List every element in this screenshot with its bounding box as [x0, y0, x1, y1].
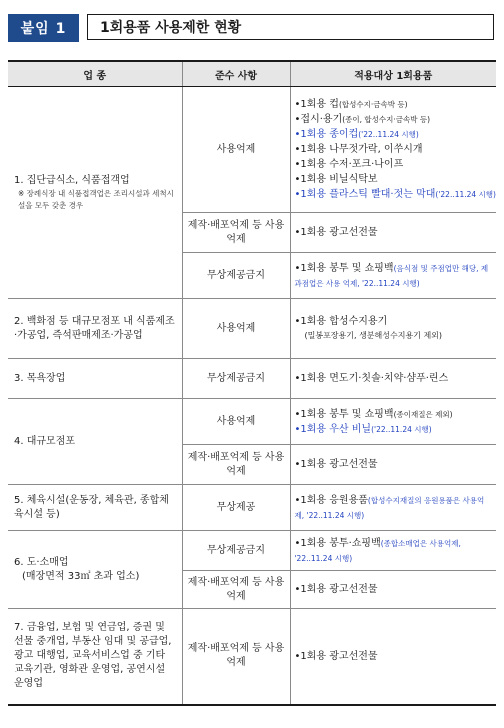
items-cell [290, 531, 496, 571]
industry-note: (매장면적 33㎡ 초과 업소) [22, 570, 140, 582]
items-cell [290, 213, 496, 253]
column-header-compliance: 준수 사항 [182, 61, 290, 87]
industry-cell [8, 531, 182, 609]
document-title: 1회용품 사용제한 현황 [87, 14, 494, 40]
list-item: •접시·용기(종이, 합성수지·금속박 등) [294, 114, 431, 125]
compliance-cell: 제작·배포억제 등 사용억제 [182, 609, 290, 705]
table-row [8, 299, 496, 359]
industry-cell: 5. 체육시설(운동장, 체육관, 종합체육시설 등) [8, 485, 182, 531]
appendix-tag: 붙임 1 [8, 14, 79, 42]
table-row [8, 87, 496, 213]
compliance-cell: 사용억제 [182, 399, 290, 445]
list-item: •1회용 봉투·쇼핑백(종합소매업은 사용억제, '22..11.24 시행) [294, 537, 461, 563]
items-cell [290, 253, 496, 299]
list-item: •1회용 광고선전물 [294, 650, 378, 662]
list-item-note: (밀봉포장용기, 생분해성수지용기 제외) [304, 331, 443, 340]
industry-cell [8, 87, 182, 299]
list-item: •1회용 응원용품(합성수지재질의 응원용품은 사용억제, '22..11.24 시행) [294, 494, 485, 520]
list-item: •1회용 합성수지용기 [294, 316, 388, 327]
list-item: •1회용 컵(합성수지·금속박 등) [294, 99, 408, 110]
compliance-cell: 사용억제 [182, 87, 290, 213]
table-row [8, 531, 496, 571]
list-item: •1회용 우산 비닐('22..11.24 시행) [294, 423, 432, 435]
compliance-cell: 제작·배포억제 등 사용억제 [182, 445, 290, 485]
compliance-cell: 무상제공금지 [182, 359, 290, 399]
list-item: •1회용 광고선전물 [294, 584, 378, 595]
table-row [8, 609, 496, 705]
items-cell [290, 299, 496, 359]
items-cell [290, 571, 496, 609]
column-header-industry: 업 종 [8, 61, 182, 87]
compliance-cell: 무상제공금지 [182, 253, 290, 299]
compliance-cell: 무상제공금지 [182, 531, 290, 571]
industry-cell: 3. 목욕장업 [8, 359, 182, 399]
industry-name: 1. 집단급식소, 식품접객업 [14, 174, 130, 186]
table-row [8, 399, 496, 445]
list-item: •1회용 봉투 및 쇼핑백(종이재질은 제외) [294, 408, 453, 420]
items-cell [290, 87, 496, 213]
industry-cell: 7. 금융업, 보험 및 연금업, 증권 및 선물 중개업, 부동산 임대 및 공급업, 광고 대행업, 교육서비스업 중 기타 교육기관, 영화관 운영업, 공연시설 운영업 [8, 609, 182, 705]
compliance-cell: 사용억제 [182, 299, 290, 359]
compliance-cell: 무상제공 [182, 485, 290, 531]
document-header [8, 14, 496, 42]
table-header-row [8, 61, 496, 87]
list-item: •1회용 광고선전물 [294, 459, 378, 470]
items-cell [290, 399, 496, 445]
list-item: •1회용 봉투 및 쇼핑백(음식점 및 주점업만 해당, 제과점업은 사용 억제, '22..11.24 시행) [294, 262, 489, 288]
table-row [8, 359, 496, 399]
industry-cell: 4. 대규모점포 [8, 399, 182, 485]
list-item: •1회용 나무젓가락, 이쑤시개 [294, 144, 423, 155]
list-item: •1회용 수저·포크·나이프 [294, 159, 404, 170]
table-row [8, 485, 496, 531]
restriction-table [8, 60, 496, 706]
industry-note: ※ 장례식장 내 식품접객업은 조리시설과 세척시설을 모두 갖춘 경우 [18, 188, 174, 210]
industry-name: 6. 도·소매업 [14, 556, 69, 568]
items-cell [290, 485, 496, 531]
industry-cell: 2. 백화점 등 대규모점포 내 식품제조·가공업, 즉석판매제조·가공업 [8, 299, 182, 359]
list-item: •1회용 플라스틱 빨대·젓는 막대('22..11.24 시행) [294, 189, 496, 200]
items-cell [290, 359, 496, 399]
list-item: •1회용 종이컵('22..11.24 시행) [294, 129, 419, 140]
items-cell [290, 609, 496, 705]
column-header-items: 적용대상 1회용품 [290, 61, 496, 87]
items-cell [290, 445, 496, 485]
list-item: •1회용 면도기·칫솔·치약·샴푸·린스 [294, 373, 449, 384]
compliance-cell: 제작·배포억제 등 사용억제 [182, 213, 290, 253]
list-item: •1회용 광고선전물 [294, 227, 378, 238]
compliance-cell: 제작·배포억제 등 사용억제 [182, 571, 290, 609]
list-item: •1회용 비닐식탁보 [294, 174, 378, 185]
